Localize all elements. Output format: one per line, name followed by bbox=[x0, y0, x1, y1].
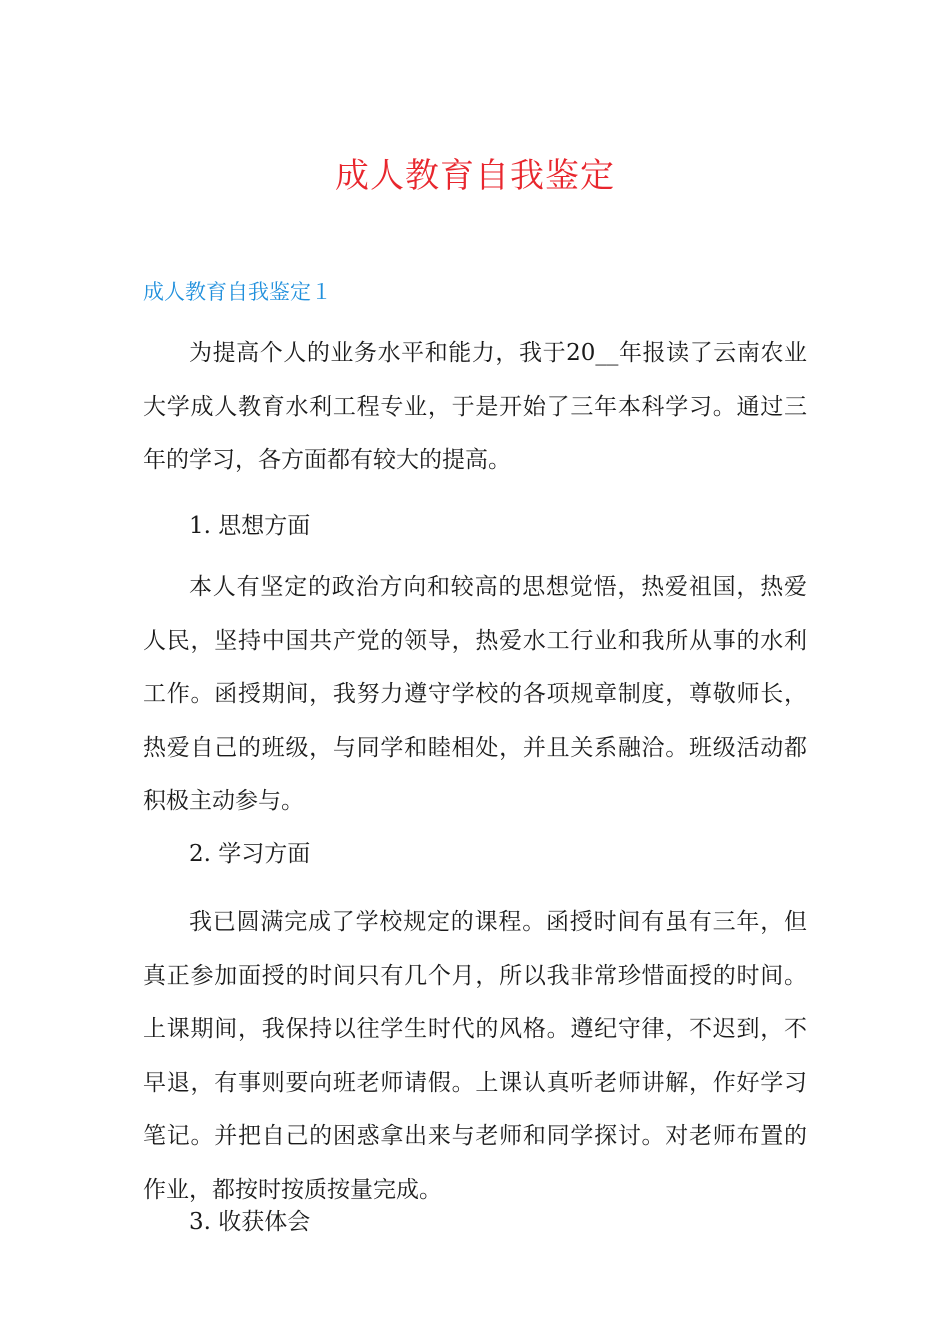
heading-study: 2. 学习方面 bbox=[189, 841, 311, 867]
heading-harvest: 3. 收获体会 bbox=[189, 1209, 311, 1235]
study-paragraph: 我已圆满完成了学校规定的课程。函授时间有虽有三年，但真正参加面授的时间只有几个月，所以我非常珍惜面授的时间。上课期间，我保持以往学生时代的风格。遵纪守律，不迟到，不早退，有事则要向班老师请假。上课认真听老师讲解，作好学习笔记。并把自己的困惑拿出来与老师和同学探讨。对老师布置的作业，都按时按质按量完成。 bbox=[143, 909, 807, 1203]
document-title: 成人教育自我鉴定 bbox=[335, 156, 615, 196]
intro-paragraph: 为提高个人的业务水平和能力，我于20__年报读了云南农业大学成人教育水利工程专业，于是开始了三年本科学习。通过三年的学习，各方面都有较大的提高。 bbox=[143, 340, 807, 473]
section-title: 成人教育自我鉴定１ bbox=[143, 280, 332, 304]
heading-thought: 1. 思想方面 bbox=[189, 513, 311, 539]
thought-paragraph: 本人有坚定的政治方向和较高的思想觉悟，热爱祖国，热爱人民，坚持中国共产党的领导，热爱水工行业和我所从事的水利工作。函授期间，我努力遵守学校的各项规章制度，尊敬师长，热爱自己的班级，与同学和睦相处，并且关系融洽。班级活动都积极主动参与。 bbox=[143, 574, 807, 814]
